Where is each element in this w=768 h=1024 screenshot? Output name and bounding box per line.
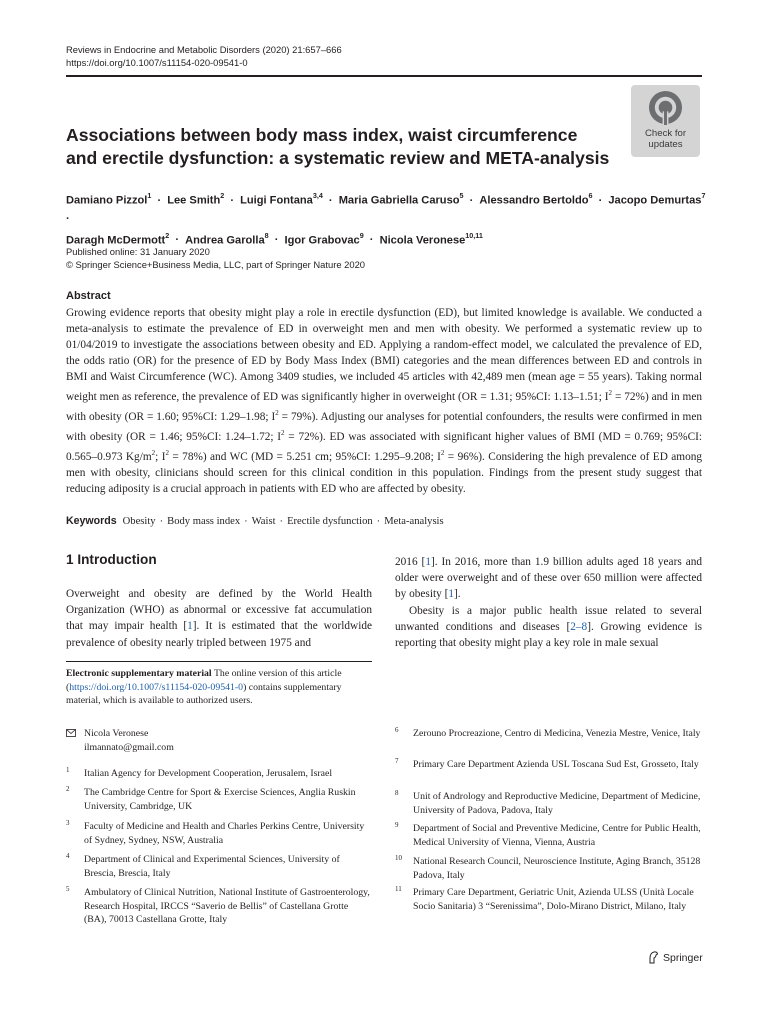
affiliation-number: 4 bbox=[66, 852, 70, 860]
superscript: 2 bbox=[608, 389, 613, 398]
author-affiliation-ref[interactable]: 9 bbox=[359, 230, 364, 240]
author-affiliation-ref[interactable]: 7 bbox=[701, 191, 706, 200]
keyword[interactable]: Erectile dysfunction bbox=[287, 516, 373, 527]
affiliation-text: Primary Care Department, Geriatric Unit, Azienda ULSS (Unità Locale Socio Sanitaria) 3 “Serenissima”, Dolo-Mirano District, Milano, Italy bbox=[413, 887, 694, 912]
author-name[interactable]: Igor Grabovac bbox=[284, 234, 360, 247]
affiliation-text: Unit of Andrology and Reproductive Medicine, Department of Medicine, University of Padova, Padova, Italy bbox=[413, 791, 701, 816]
affiliation-text: Department of Clinical and Experimental Sciences, University of Brescia, Brescia, Italy bbox=[84, 854, 340, 879]
author-separator: · bbox=[595, 194, 606, 207]
affiliation-number: 6 bbox=[395, 726, 399, 734]
author-affiliation-ref[interactable]: 3,4 bbox=[312, 191, 323, 200]
paragraph bbox=[395, 603, 702, 652]
superscript: 2 bbox=[165, 449, 169, 458]
abstract-part: = 72%). ED was associated with significant higher values of BMI (MD = 0.769; 95%CI: 0.565–0.973 Kg/m bbox=[66, 430, 703, 463]
affiliation-text: National Research Council, Neuroscience Institute, Aging Branch, 35128 Padova, Italy bbox=[413, 856, 701, 881]
author-separator: · bbox=[271, 234, 282, 247]
author-separator: · bbox=[227, 194, 238, 207]
esm-label: Electronic supplementary material bbox=[66, 668, 212, 679]
body-text: 2016 [ bbox=[395, 556, 426, 568]
title-line-2: and erectile dysfunction: a systematic review and META-analysis bbox=[66, 148, 610, 168]
abstract-part: ; I bbox=[155, 450, 166, 463]
doi-link[interactable]: https://doi.org/10.1007/s11154-020-09541-0 bbox=[66, 57, 248, 68]
author-name[interactable]: Nicola Veronese bbox=[379, 234, 466, 247]
copyright-line: © Springer Science+Business Media, LLC, part of Springer Nature 2020 bbox=[66, 259, 365, 270]
keyword[interactable]: Meta-analysis bbox=[384, 516, 444, 527]
header-rule bbox=[66, 75, 702, 77]
author-name[interactable]: Alessandro Bertoldo bbox=[479, 194, 589, 207]
superscript: 2 bbox=[275, 409, 279, 418]
badge-label bbox=[631, 128, 700, 150]
affiliation-number: 7 bbox=[395, 757, 399, 765]
article-title bbox=[66, 124, 626, 170]
author-separator: · bbox=[325, 194, 336, 207]
body-text: Obesity is a major public health issue related to several unwanted conditions and diseases [ bbox=[395, 604, 702, 633]
author-separator: · bbox=[172, 234, 183, 247]
affiliation-number: 1 bbox=[66, 766, 70, 774]
affiliation-number: 11 bbox=[395, 885, 402, 893]
abstract-part: = 96%). Considering the high prevalence of ED among men with obesity, clinicians should screen for this clinical condition in this population. Findings from the present study suggest that reducing adiposity is a crucial approach in patients with ED who are affected by obesity. bbox=[66, 450, 703, 495]
author-affiliation-ref[interactable]: 10,11 bbox=[465, 230, 483, 240]
keyword-separator: · bbox=[279, 515, 284, 527]
superscript: 2 bbox=[151, 449, 156, 458]
citation-link[interactable]: 2–8 bbox=[570, 620, 588, 633]
author-name[interactable]: Daragh McDermott bbox=[66, 234, 166, 247]
publisher-name: Springer bbox=[663, 951, 703, 964]
crossmark-icon bbox=[648, 90, 683, 125]
springer-horse-icon bbox=[648, 951, 659, 964]
esm-text: The online version of this article ( bbox=[66, 668, 342, 693]
citation-link[interactable]: 1 bbox=[425, 556, 431, 568]
keyword[interactable]: Waist bbox=[251, 516, 276, 527]
publisher-logo bbox=[648, 951, 703, 964]
keyword-separator: · bbox=[376, 515, 381, 527]
author-separator: · bbox=[466, 194, 477, 207]
author-name[interactable]: Luigi Fontana bbox=[240, 194, 313, 207]
author-separator: · bbox=[154, 194, 165, 207]
author-separator: · bbox=[366, 234, 377, 247]
affiliation-text: Faculty of Medicine and Health and Charles Perkins Centre, University of Sydney, Sydney, NSW, Australia bbox=[84, 821, 365, 846]
author-name[interactable]: Andrea Garolla bbox=[185, 234, 265, 247]
badge-line2: updates bbox=[648, 139, 683, 150]
esm-link[interactable]: https://doi.org/10.1007/s11154-020-09541-0 bbox=[69, 681, 244, 693]
title-line-1: Associations between body mass index, waist circumference bbox=[66, 125, 578, 145]
affiliation-text: The Cambridge Centre for Sport & Exercise Sciences, Anglia Ruskin University, Cambridge, UK bbox=[84, 787, 356, 812]
affiliation-text: Zerouno Procreazione, Centro di Medicina, Venezia Mestre, Venice, Italy bbox=[413, 728, 701, 739]
publication-info bbox=[66, 245, 365, 271]
superscript: 2 bbox=[440, 449, 445, 458]
published-date: Published online: 31 January 2020 bbox=[66, 246, 210, 257]
author-name[interactable]: Maria Gabriella Caruso bbox=[338, 194, 460, 207]
author-affiliation-ref[interactable]: 5 bbox=[459, 191, 464, 200]
author-name[interactable]: Lee Smith bbox=[167, 194, 221, 207]
affiliation-number: 8 bbox=[395, 789, 399, 797]
keyword-separator: · bbox=[159, 515, 164, 527]
journal-citation: Reviews in Endocrine and Metabolic Disorders (2020) 21:657–666 bbox=[66, 44, 342, 55]
body-text: ]. In 2016, more than 1.9 billion adults aged 18 years and older were overweight and of these over 650 million were affected by obesity [ bbox=[395, 556, 703, 601]
affiliation-number: 10 bbox=[395, 854, 402, 862]
affiliation-text: Italian Agency for Development Cooperation, Jerusalem, Israel bbox=[84, 768, 333, 779]
body-column-left bbox=[66, 586, 372, 651]
esm-rule bbox=[66, 661, 372, 662]
affiliation-number: 3 bbox=[66, 819, 70, 827]
affiliation-number: 5 bbox=[66, 885, 70, 893]
keywords-list bbox=[123, 515, 444, 527]
body-text: Overweight and obesity are defined by the World Health Organization (WHO) as abnormal or excessive fat accumulation that may impair health [ bbox=[66, 588, 372, 633]
affiliation-text: Department of Social and Preventive Medicine, Centre for Public Health, Medical University of Vienna, Vienna, Austria bbox=[413, 823, 701, 848]
author-name[interactable]: Jacopo Demurtas bbox=[608, 194, 702, 207]
body-text: ]. It is estimated that the worldwide prevalence of obesity nearly tripled between 1975 and bbox=[66, 620, 372, 649]
keywords bbox=[66, 515, 444, 527]
keyword-separator: · bbox=[244, 515, 248, 527]
author-list bbox=[66, 188, 716, 249]
citation-link[interactable]: 1 bbox=[448, 588, 454, 601]
esm-text: ) contains supplementary material, which is available to authorized users. bbox=[66, 681, 342, 707]
badge-line1: Check for bbox=[644, 128, 687, 139]
author-affiliation-ref[interactable]: 6 bbox=[588, 191, 593, 200]
corresponding-author: Nicola Veronese bbox=[84, 728, 149, 739]
affiliation-text: Ambulatory of Clinical Nutrition, National Institute of Gastroenterology, Research Hospital, IRCCS “Saverio de Bellis” of Castellana Grotte (BA), 70013 Castellana Grotte, Italy bbox=[84, 887, 370, 926]
superscript: 2 bbox=[281, 429, 285, 438]
author-affiliation-ref[interactable]: 8 bbox=[264, 230, 269, 240]
keyword[interactable]: Obesity bbox=[122, 516, 156, 527]
abstract-part: Growing evidence reports that obesity might play a role in erectile dysfunction (ED), but limited knowledge is available. We conducted a meta-analysis to estimate the prevalence of ED in overweight men and men with obesity. We performed a systematic review up to 01/04/2019 to investigate the associations between obesity and ED. Applying a random-effect model, we calculated the prevalence of ED, the odds ratio (OR) for the presence of ED by Body Mass Index (BMI) categories and the mean differences between ED and controls in BMI and Waist Circumference (WC). Among 3409 studies, we included 45 articles with 42,489 men (mean age = 55 years). Taking normal weight men as reference, the prevalence of ED was significantly higher in overweight (OR = 1.31; 95%CI: 1.13–1.51; I bbox=[66, 307, 702, 404]
affiliation-number: 9 bbox=[395, 821, 399, 829]
abstract-part: = 72%) and in men with obesity (OR = 1.60; 95%CI: 1.29–1.98; I bbox=[66, 391, 703, 424]
author-affiliation-ref[interactable]: 2 bbox=[220, 191, 225, 200]
corresponding-email[interactable]: ilmannato@gmail.com bbox=[84, 741, 174, 753]
envelope-icon bbox=[66, 729, 76, 737]
abstract-heading: Abstract bbox=[66, 290, 111, 302]
author-name[interactable]: Damiano Pizzol bbox=[66, 194, 148, 207]
correspondence-text bbox=[84, 727, 174, 754]
affiliation-number: 2 bbox=[66, 785, 70, 793]
body-text: ]. Growing evidence is reporting that obesity might play a key role in male sexual bbox=[395, 620, 702, 650]
body-text: ]. bbox=[454, 588, 461, 601]
abstract-part: = 78%) and WC (MD = 5.251 cm; 95%CI: 1.295–9.208; I bbox=[168, 450, 441, 463]
author-separator: · bbox=[66, 212, 70, 225]
body-column-right bbox=[395, 554, 702, 651]
journal-header bbox=[66, 43, 342, 69]
author-affiliation-ref[interactable]: 1 bbox=[147, 191, 152, 200]
section-heading-introduction: 1 Introduction bbox=[66, 552, 157, 567]
keyword[interactable]: Body mass index bbox=[167, 516, 241, 527]
affiliation-text: Primary Care Department Azienda USL Toscana Sud Est, Grosseto, Italy bbox=[413, 759, 699, 770]
author-affiliation-ref[interactable]: 2 bbox=[165, 230, 170, 240]
citation-link[interactable]: 1 bbox=[187, 620, 193, 633]
abstract-text bbox=[66, 305, 702, 497]
supplementary-note bbox=[66, 667, 372, 708]
abstract-part: = 79%). Adjusting our analyses for potential confounders, the results were confirmed in men with obesity (OR = 1.46; 95%CI: 1.24–1.72; I bbox=[66, 411, 702, 443]
keywords-heading: Keywords bbox=[66, 515, 117, 527]
check-for-updates-badge[interactable] bbox=[631, 85, 700, 157]
